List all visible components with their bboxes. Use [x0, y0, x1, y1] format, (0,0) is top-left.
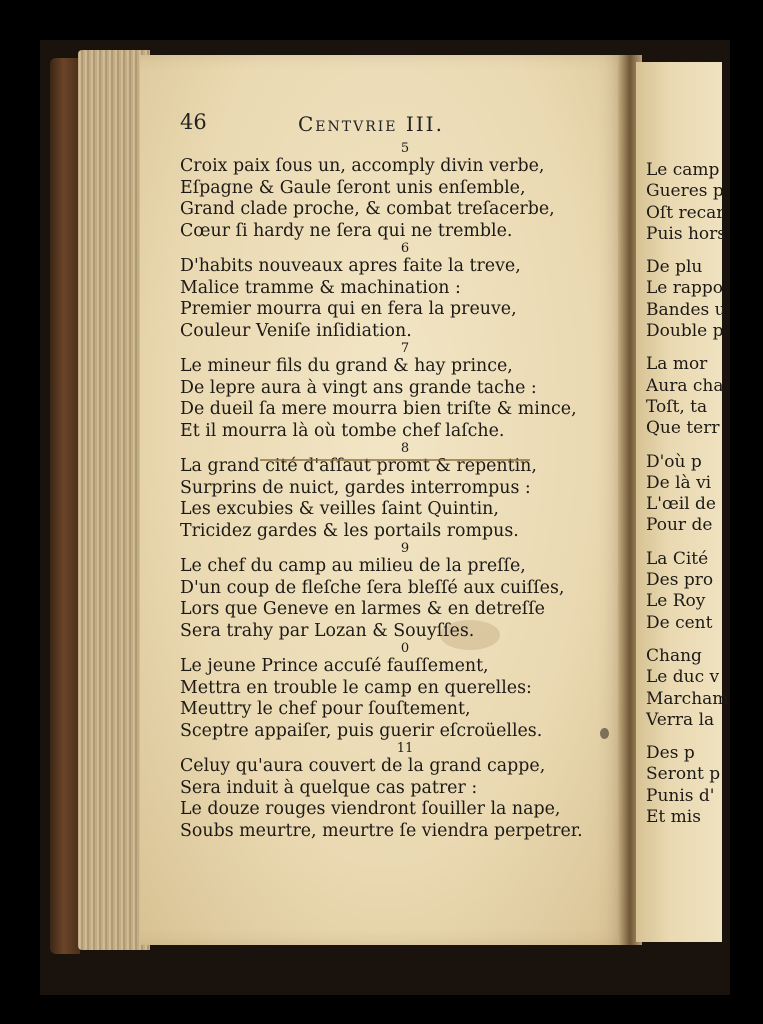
verse-line: Sera trahy par Lozan & Souyſſes. — [180, 620, 475, 641]
stanza-gap — [646, 342, 726, 354]
quatrain — [180, 242, 620, 342]
quatrain — [180, 742, 620, 842]
facing-verse-line: Pour de — [646, 515, 713, 536]
quatrain-number: 5 — [400, 141, 410, 156]
facing-verse-line: Le camp — [646, 160, 720, 180]
facing-verse-line: Le Roy — [646, 591, 706, 612]
quatrain-number: 0 — [400, 641, 410, 656]
quatrain-list — [180, 142, 620, 842]
verse-line: Sera induit à quelque cas patrer : — [180, 777, 478, 798]
facing-verse-line: Puis hors — [646, 223, 726, 244]
page-number: 46 — [180, 110, 207, 134]
facing-verse-line: La Cité — [646, 548, 709, 569]
verse-line: De lepre aura à vingt ans grande tache : — [180, 377, 537, 398]
facing-verse-line: Marcham — [646, 688, 729, 709]
facing-page-text — [646, 160, 729, 828]
verse-line: Mettra en trouble le camp en querelles: — [180, 677, 532, 698]
quatrain-number: 6 — [400, 241, 410, 256]
verse-line: Celuy qu'aura couvert de la grand cappe, — [180, 756, 546, 776]
verse-line: Surprins de nuict, gardes interrompus : — [180, 477, 531, 498]
verse-line: Le jeune Prince accuſé fauſſement, — [180, 656, 489, 676]
facing-verse-line: Le rappo — [646, 278, 724, 299]
quatrain-number: 11 — [396, 741, 414, 756]
quatrain — [180, 442, 620, 542]
facing-verse-line: Des p — [646, 743, 695, 764]
stanza-gap — [646, 537, 726, 549]
running-head: Centvrie III. — [298, 112, 444, 136]
verse-line: La grand cité d'aſſaut promt & repentin, — [180, 456, 537, 476]
verse-line: De dueil ſa mere mourra bien triſte & mince, — [180, 399, 577, 419]
stanza-gap — [646, 731, 726, 743]
quatrain — [180, 142, 620, 242]
facing-verse-line: Verra la — [646, 709, 715, 730]
verse-line: Premier mourra qui en fera la preuve, — [180, 299, 517, 319]
verse-line: Les excubies & veilles ſaint Quintin, — [180, 499, 499, 519]
verse-line: Lors que Geneve en larmes & en detreſſe — [180, 599, 545, 619]
facing-verse-line: La mor — [646, 354, 708, 375]
facing-verse-line: Bandes u — [646, 299, 726, 320]
stanza-gap — [646, 634, 726, 646]
quatrain-number: 8 — [400, 441, 410, 456]
facing-verse-line: Punis d' — [646, 785, 715, 806]
verse-line: D'un coup de fleſche ſera bleſſé aux cuiſſes, — [180, 577, 565, 598]
verse-line: Croix paix ſous un, accomply divin verbe, — [180, 156, 545, 176]
verse-line: Grand clade proche, & combat treſacerbe, — [180, 199, 555, 219]
quatrain-number: 9 — [400, 541, 410, 556]
verse-line: Couleur Veniſe inſidiation. — [180, 320, 412, 341]
verse-line: Et il mourra là où tombe chef laſche. — [180, 420, 505, 441]
quatrain — [180, 642, 620, 742]
facing-verse-line: L'œil de — [646, 494, 716, 515]
facing-verse-line: Et mis — [646, 807, 701, 828]
stanza-gap — [646, 245, 726, 257]
stanza-gap — [646, 440, 726, 452]
facing-verse-line: De là vi — [646, 472, 712, 493]
facing-verse-line: Aura cha — [646, 375, 724, 396]
facing-verse-line: Des pro — [646, 570, 714, 591]
verse-line: Le chef du camp au milieu de la preſſe, — [180, 556, 526, 576]
facing-verse-line: Toſt, ta — [646, 396, 708, 417]
facing-verse-line: Seront p — [646, 764, 721, 785]
quatrain — [180, 342, 620, 442]
verse-line: D'habits nouveaux apres faite la treve, — [180, 256, 521, 276]
facing-verse-line: De plu — [646, 257, 703, 278]
verse-line: Soubs meurtre, meurtre ſe viendra perpetrer. — [180, 820, 583, 841]
verse-line: Le mineur fils du grand & hay prince, — [180, 356, 513, 376]
verse-line: Cœur ſi hardy ne ſera qui ne tremble. — [180, 220, 513, 241]
quatrain — [180, 542, 620, 642]
verse-line: Tricidez gardes & les portails rompus. — [180, 520, 519, 541]
verse-line: Sceptre appaiſer, puis guerir eſcroüelles. — [180, 720, 543, 741]
manuscript-underline — [260, 459, 530, 464]
facing-verse-line: Le duc v — [646, 667, 720, 688]
facing-verse-line: Double p — [646, 321, 724, 342]
verse-line: Malice tramme & machination : — [180, 277, 461, 298]
facing-verse-line: D'où p — [646, 451, 702, 472]
facing-verse-line: De cent — [646, 612, 713, 633]
leather-cover-edge — [50, 58, 80, 954]
page-header — [180, 110, 600, 140]
facing-verse-line: Que terr — [646, 418, 720, 439]
facing-verse-line: Chang — [646, 645, 702, 666]
verse-line: Le douze rouges viendront ſouiller la nape, — [180, 799, 561, 819]
facing-verse-line: Gueres p — [646, 181, 724, 202]
verse-line: Eſpagne & Gaule ſeront unis enſemble, — [180, 177, 526, 198]
quatrain-number: 7 — [400, 341, 410, 356]
facing-verse-line: Oſt recar — [646, 202, 725, 223]
verse-line: Meuttry le chef pour ſouſtement, — [180, 699, 471, 719]
